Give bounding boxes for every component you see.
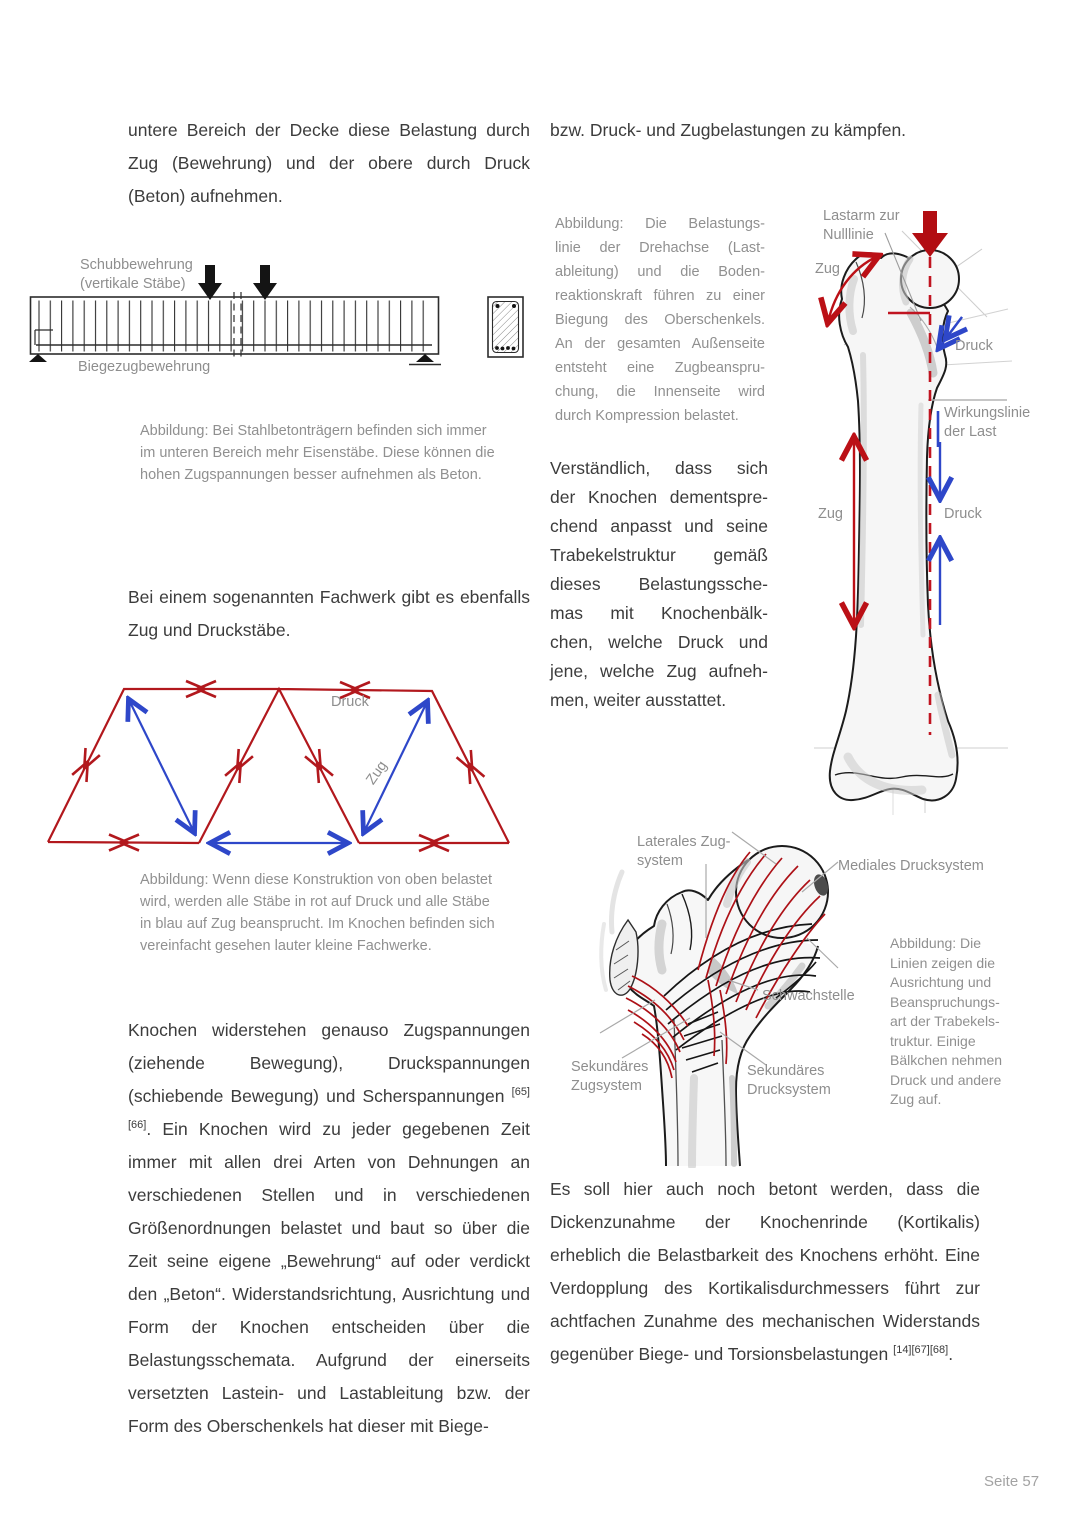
label-zug-side: Zug <box>818 506 843 522</box>
femur-load-caption: Abbildung: Die Belastungs- linie der Drehachse (Last- ableitung) und die Boden- reaktionskraft führen zu einer Biegung des Oberschenkels. An der gesamten Außenseite entsteht eine Zugbeanspru- chung, die Innenseite wird durch Kompression belastet. <box>555 216 765 424</box>
label-secondary-compression-system: Sekundäres Drucksystem <box>747 1063 831 1098</box>
load-arrow-icon <box>912 211 948 257</box>
label-druck-top: Druck <box>955 338 993 354</box>
truss-compression-members <box>48 681 509 851</box>
label-weak-point: Schwachstelle <box>762 988 855 1004</box>
trabecular-figure-caption: Abbildung: Die Linien zeigen die Ausrichtung und Beanspruchungs- art der Trabekels- truktur. Einige Bälkchen nehmen Druck und andere Zug auf. <box>890 935 1003 1107</box>
paragraph-concrete-slab: untere Bereich der Decke diese Belastung durch Zug (Bewehrung) und der obere durch Druck (Beton) aufnehmen. <box>128 120 530 206</box>
beam-body <box>31 292 439 359</box>
label-secondary-tension-system: Sekundäres Zugsystem <box>571 1059 649 1094</box>
paragraph-continued: bzw. Druck- und Zugbelastungen zu kämpfen. <box>550 120 907 140</box>
label-wirkungslinie: Wirkungslinie der Last <box>944 405 1031 440</box>
truss-label-zug: Zug <box>363 758 391 788</box>
trabecular-figure <box>570 828 905 1168</box>
truss-figure-caption: Abbildung: Wenn diese Konstruktion von oben belastet wird, werden alle Stäbe in rot auf Druck und alle Stäbe in blau auf Zug beansprucht. Im Knochen befinden sich vereinfacht gesehen lauter kleine Fachwerke. <box>140 872 495 954</box>
beam-cross-section <box>488 297 523 357</box>
truss-label-druck: Druck <box>331 694 369 710</box>
citation-14-67-68: [14][67][68] <box>893 1344 949 1357</box>
label-lastarm: Lastarm zur Nulllinie <box>823 208 900 243</box>
femur-bone <box>830 250 959 800</box>
paragraph-bone-stresses: Knochen widerstehen genauso Zugspannungen (ziehende Bewegung), Druckspannungen (schiebende Bewegung) und Scherspannungen [65][66]. Ein Knochen wird zu jeder gegebenen Zeit immer mit allen drei Arten von Dehnungen an verschiedenen Stellen und in verschiedenen Größenordnungen belastet und baut so über die Zeit seine eigene „Bewehrung“ auf oder verdickt den „Beton“. Widerstandsrichtung, Ausrichtung und Form der Knochen entscheiden über die Belastungsschemata. Aufgrund der einerseits versetzten Lastein- und Lastableitung bzw. der Form des Oberschenkels hat dieser mit Biege- <box>128 1020 530 1436</box>
paragraph-truss-intro: Bei einem sogenannten Fachwerk gibt es ebenfalls Zug und Druckstäbe. <box>128 587 530 640</box>
label-medial-compression-system: Mediales Drucksystem <box>838 858 984 874</box>
label-lateral-tension-system: Laterales Zug- system <box>637 834 731 869</box>
citation-65-66: [65][66] <box>128 1086 530 1132</box>
paragraph-cortical-bone: Es soll hier auch noch betont werden, dass die Dickenzunahme der Knochenrinde (Kortikalis) erheblich die Belastbarkeit des Knochens erhöht. Eine Verdopplung des Kortikalisdurchmessers führt zur achtfachen Zunahme des mechanischen Widerstands gegenüber Biege- und Torsionsbelastungen [14][67][68]. <box>550 1179 980 1364</box>
load-arrow-icons <box>198 265 277 300</box>
truss-figure <box>40 675 530 865</box>
beam-label-bending: Biegezugbewehrung <box>78 359 211 375</box>
beam-label-shear: Schubbewehrung (vertikale Stäbe) <box>80 257 193 292</box>
page-number: Seite 57 <box>984 1473 1040 1490</box>
label-druck-side: Druck <box>944 506 982 522</box>
beam-figure-caption: Abbildung: Bei Stahlbetonträgern befinden sich immer im unteren Bereich mehr Eisenstäbe. Diese können die hohen Zugspannungen besser aufnehmen als Beton. <box>140 423 495 483</box>
paragraph-trabecular-adapt: Verständlich, dass sich der Knochen dementspre- chend anpasst und seine Trabekelstruktur gemäß dieses Belastungssche- mas mit Knochenbälk- chen, welche Druck und jene, welche Zug aufneh- men, weiter ausstattet. <box>550 458 768 710</box>
label-zug-top: Zug <box>815 261 840 277</box>
